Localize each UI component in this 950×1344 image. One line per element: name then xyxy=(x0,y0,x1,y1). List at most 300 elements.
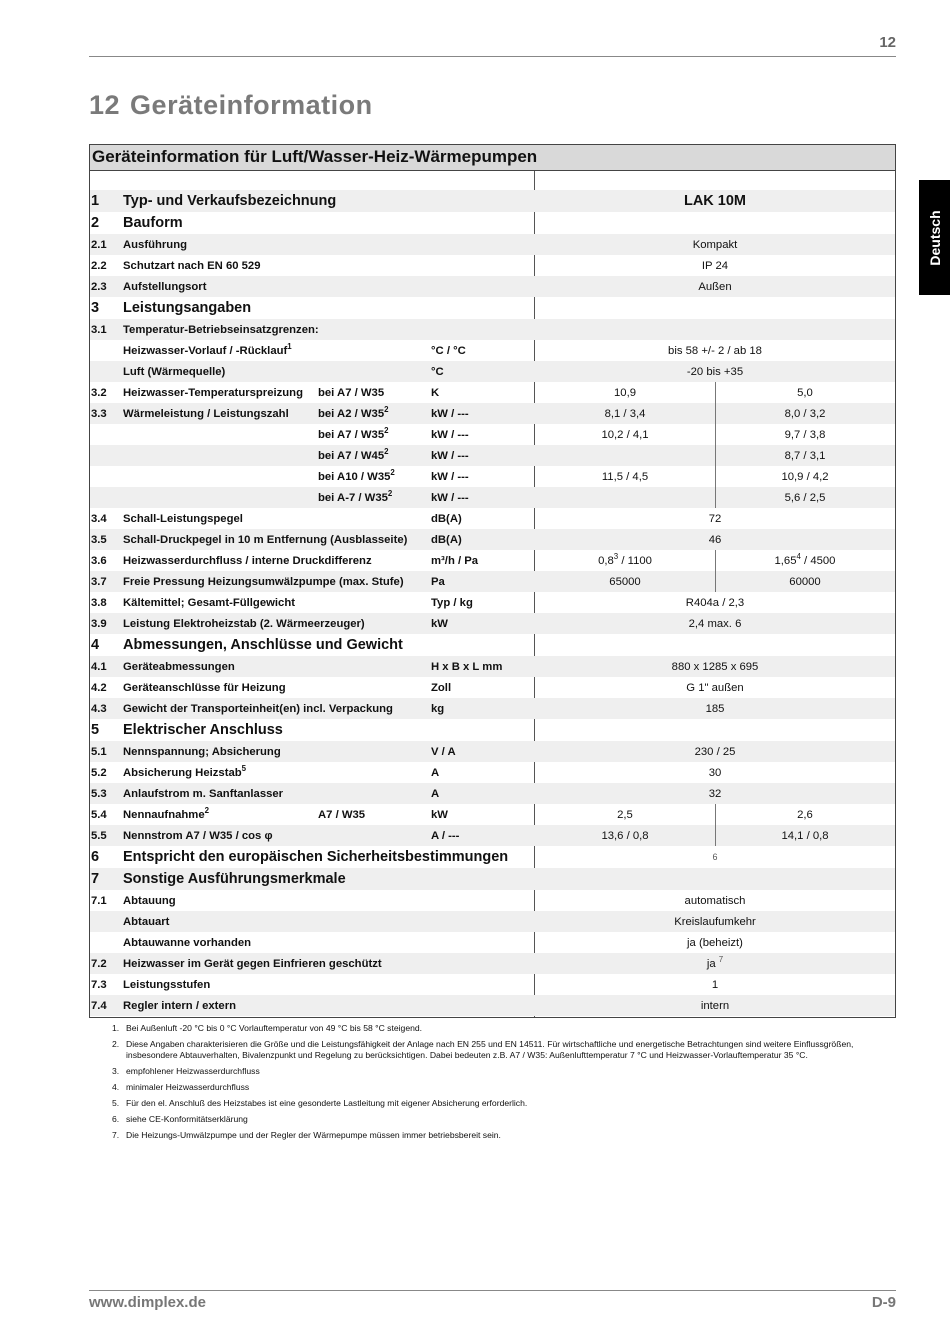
row-label-text: Elektrischer Anschluss xyxy=(123,722,283,738)
row-value-variant-1-text: 10,9 xyxy=(614,386,636,399)
table-row xyxy=(90,911,895,932)
table-row xyxy=(90,424,895,445)
row-value-variant-2 xyxy=(715,471,895,483)
table-row xyxy=(90,255,895,276)
row-label xyxy=(123,849,508,865)
row-value-variant-1 xyxy=(535,387,715,399)
row-value-text: Kompakt xyxy=(692,238,738,251)
table-row xyxy=(90,741,895,762)
row-label-text: Heizwasserdurchfluss / interne Druckdifferenz xyxy=(123,554,372,567)
section-row xyxy=(90,868,895,890)
row-unit: °C xyxy=(431,365,444,378)
table-row xyxy=(90,783,895,804)
row-value-variant-2 xyxy=(715,576,895,588)
row-label xyxy=(123,703,393,715)
row-value xyxy=(535,1000,895,1012)
row-condition-text: bei A-7 / W35 xyxy=(318,491,388,504)
row-number: 2.3 xyxy=(91,280,107,293)
table-row xyxy=(90,340,895,361)
table-row xyxy=(90,466,895,487)
footnote-text: Die Heizungs-Umwälzpumpe und der Regler der Wärmepumpe müssen immer betriebsbereit sein. xyxy=(126,1129,501,1140)
row-label-text: Leistungsangaben xyxy=(123,300,252,316)
footnote-text: Bei Außenluft -20 °C bis 0 °C Vorlauftemperatur von 49 °C bis 58 °C steigend. xyxy=(126,1023,423,1033)
row-label-text: Geräteabmessungen xyxy=(123,660,235,673)
row-label-text: Typ- und Verkaufsbezeichnung xyxy=(123,193,337,209)
section-row xyxy=(90,297,895,319)
table-row xyxy=(90,974,895,995)
row-label xyxy=(123,830,273,842)
row-value xyxy=(535,661,895,673)
row-number: 5.1 xyxy=(91,745,107,758)
row-label xyxy=(123,637,403,653)
row-label xyxy=(123,534,407,546)
row-value-variant-1 xyxy=(535,551,715,567)
row-unit: A / --- xyxy=(431,829,460,842)
row-unit: °C / °C xyxy=(431,344,466,357)
footnote-text: siehe CE-Konformitätserklärung xyxy=(126,1113,248,1124)
row-number: 3.3 xyxy=(91,407,107,420)
row-value-variant-2-text: 2,6 xyxy=(797,808,813,821)
section-row xyxy=(90,212,895,234)
footnote xyxy=(112,1082,882,1093)
table-row xyxy=(90,677,895,698)
table-row xyxy=(90,508,895,529)
row-value xyxy=(535,682,895,694)
row-unit: kW / --- xyxy=(431,449,469,462)
row-number: 7.1 xyxy=(91,894,107,907)
row-value-text: 185 xyxy=(705,702,725,715)
superscript-ref: 3 xyxy=(613,551,619,561)
section-row xyxy=(90,719,895,741)
row-value xyxy=(535,345,895,357)
row-label-text: Gewicht der Transporteinheit(en) incl. Verpackung xyxy=(123,702,393,715)
row-value-variant-2-text: 1,65 xyxy=(774,554,797,567)
row-number: 3.2 xyxy=(91,386,107,399)
section-row xyxy=(90,846,895,868)
row-unit: A xyxy=(431,787,440,800)
section-row xyxy=(90,634,895,656)
device-info-table xyxy=(89,144,896,1018)
row-label xyxy=(123,895,176,907)
row-label-text: Abmessungen, Anschlüsse und Gewicht xyxy=(123,637,403,653)
row-label xyxy=(123,215,183,231)
row-number: 4.2 xyxy=(91,681,107,694)
row-number: 5.4 xyxy=(91,808,107,821)
row-value xyxy=(535,916,895,928)
row-label xyxy=(123,788,283,800)
row-value xyxy=(535,534,895,546)
row-number: 7.3 xyxy=(91,978,107,991)
row-number: 3.6 xyxy=(91,554,107,567)
row-condition-text: A7 / W35 xyxy=(318,808,366,821)
superscript-ref: 2 xyxy=(384,425,389,435)
table-row xyxy=(90,762,895,783)
superscript-ref: 2 xyxy=(384,404,389,414)
row-label-text: Bauform xyxy=(123,215,183,231)
row-number: 5.3 xyxy=(91,787,107,800)
row-unit: A xyxy=(431,766,440,779)
row-value-variant-1-text: 0,8 xyxy=(598,554,614,567)
row-number: 4 xyxy=(91,637,100,653)
row-value-text: 32 xyxy=(708,787,722,800)
row-number: 3 xyxy=(91,300,100,316)
row-value-text: 880 x 1285 x 695 xyxy=(671,660,759,673)
footnote xyxy=(112,1039,882,1060)
row-value-variant-2-text: 8,7 / 3,1 xyxy=(784,449,826,462)
row-unit: kW / --- xyxy=(431,491,469,504)
row-value xyxy=(535,852,895,862)
table-row xyxy=(90,953,895,974)
row-value-text: 230 / 25 xyxy=(694,745,736,758)
row-condition-text: bei A7 / W35 xyxy=(318,386,385,399)
row-label xyxy=(123,805,210,821)
footnote xyxy=(112,1098,882,1109)
row-value xyxy=(535,788,895,800)
row-label-text: Abtauwanne vorhanden xyxy=(123,936,252,949)
row-value xyxy=(535,366,895,378)
row-value-variant-1 xyxy=(535,471,715,483)
footnote-number: 2. xyxy=(112,1039,120,1049)
row-condition-text: bei A10 / W35 xyxy=(318,470,391,483)
row-unit: kW xyxy=(431,808,448,821)
table-row xyxy=(90,319,895,340)
row-value-text: 46 xyxy=(708,533,722,546)
row-value xyxy=(535,618,895,630)
row-value-variant-2-text: 5,6 / 2,5 xyxy=(784,491,826,504)
row-value-variant-1-tail: / 1100 xyxy=(618,554,652,567)
top-rule xyxy=(89,56,896,57)
row-number: 3.1 xyxy=(91,323,107,336)
row-unit: dB(A) xyxy=(431,512,462,525)
row-unit: V / A xyxy=(431,745,456,758)
footnote-text: Für den el. Anschluß des Heizstabes ist eine gesonderte Lastleitung mit eigener Absicherung erforderlich. xyxy=(126,1097,528,1108)
table-row xyxy=(90,550,895,571)
row-label-text: Absicherung Heizstab xyxy=(123,766,242,779)
table-row xyxy=(90,932,895,953)
table-row xyxy=(90,382,895,403)
superscript-ref: 2 xyxy=(387,488,393,498)
row-label-text: Heizwasser-Vorlauf / -Rücklauf xyxy=(123,344,288,357)
footnote-number: 1. xyxy=(112,1023,120,1033)
row-label xyxy=(123,1000,236,1012)
row-label xyxy=(123,324,319,336)
row-label xyxy=(123,366,225,378)
row-unit: dB(A) xyxy=(431,533,462,546)
language-tab xyxy=(919,180,950,295)
footnote xyxy=(112,1114,882,1125)
table-row xyxy=(90,276,895,297)
row-value-text: intern xyxy=(700,999,730,1012)
language-tab-label: Deutsch xyxy=(926,209,943,266)
row-label-text: Ausführung xyxy=(123,238,188,251)
row-number: 5.5 xyxy=(91,829,107,842)
row-number: 7 xyxy=(91,871,100,887)
table-row xyxy=(90,487,895,508)
page-number: 12 xyxy=(879,34,896,51)
row-value-text: automatisch xyxy=(684,894,746,907)
row-value-variant-1 xyxy=(535,576,715,588)
row-number: 1 xyxy=(91,193,100,209)
footnote-number: 5. xyxy=(112,1097,120,1108)
table-row xyxy=(90,234,895,255)
row-value-variant-1-text: 10,2 / 4,1 xyxy=(601,428,649,441)
row-value-text: -20 bis +35 xyxy=(686,365,744,378)
table-row xyxy=(90,995,895,1016)
row-value xyxy=(535,597,895,609)
superscript-ref: 5 xyxy=(241,763,247,773)
superscript-ref: 7 xyxy=(718,954,724,964)
row-label-text: Heizwasser-Temperaturspreizung xyxy=(123,386,303,399)
row-label xyxy=(123,871,346,887)
row-number: 7.2 xyxy=(91,957,107,970)
row-label-text: Aufstellungsort xyxy=(123,280,207,293)
row-label-text: Leistungsstufen xyxy=(123,978,211,991)
row-value-variant-2-tail: / 4500 xyxy=(800,554,836,567)
table-row xyxy=(90,592,895,613)
row-value-variant-1 xyxy=(535,429,715,441)
superscript-ref: 1 xyxy=(287,341,292,351)
table-row xyxy=(90,403,895,424)
row-value-text: LAK 10M xyxy=(683,193,747,209)
row-label-text: Entspricht den europäischen Sicherheitsbestimmungen xyxy=(123,849,509,865)
row-unit: kW / --- xyxy=(431,470,469,483)
row-number: 2 xyxy=(91,215,100,231)
row-value-variant-2 xyxy=(715,809,895,821)
row-label xyxy=(123,722,283,738)
row-value-variant-2-text: 14,1 / 0,8 xyxy=(781,829,829,842)
table-row xyxy=(90,804,895,825)
row-value-variant-2-text: 60000 xyxy=(789,575,821,588)
row-condition xyxy=(318,404,389,420)
table-title: Geräteinformation für Luft/Wasser-Heiz-Wärmepumpen xyxy=(90,145,895,171)
superscript-ref: 2 xyxy=(204,805,210,815)
footer-website: www.dimplex.de xyxy=(89,1294,206,1311)
row-unit: kW xyxy=(431,617,448,630)
row-value-variant-2 xyxy=(715,408,895,420)
footnote-text: empfohlener Heizwasserdurchfluss xyxy=(126,1065,260,1076)
row-unit: Typ / kg xyxy=(431,596,473,609)
row-label xyxy=(123,763,247,779)
row-label xyxy=(123,916,169,928)
row-value-variant-1-text: 8,1 / 3,4 xyxy=(604,407,646,420)
row-number: 2.2 xyxy=(91,259,107,272)
row-label xyxy=(123,937,251,949)
superscript-ref: 2 xyxy=(384,446,389,456)
row-value-text: 2,4 max. 6 xyxy=(688,617,742,630)
row-label-text: Geräteanschlüsse für Heizung xyxy=(123,681,286,694)
table-rows xyxy=(90,190,895,1016)
row-label xyxy=(123,260,261,272)
row-label-text: Nennstrom A7 / W35 / cos φ xyxy=(123,829,273,842)
row-value xyxy=(535,767,895,779)
row-unit: m³/h / Pa xyxy=(431,554,479,567)
row-condition xyxy=(318,488,393,504)
row-number: 3.4 xyxy=(91,512,107,525)
table-row xyxy=(90,571,895,592)
row-label xyxy=(123,555,372,567)
row-label xyxy=(123,682,286,694)
row-unit: kW / --- xyxy=(431,407,469,420)
row-value xyxy=(535,937,895,949)
row-number: 4.1 xyxy=(91,660,107,673)
chapter-heading xyxy=(89,90,373,121)
row-value-variant-2 xyxy=(715,450,895,462)
row-number: 3.5 xyxy=(91,533,107,546)
row-value xyxy=(535,979,895,991)
row-condition-text: bei A7 / W35 xyxy=(318,428,385,441)
row-label-text: Regler intern / extern xyxy=(123,999,237,1012)
row-number: 2.1 xyxy=(91,238,107,251)
row-condition xyxy=(318,809,365,821)
row-value-text: 72 xyxy=(708,512,722,525)
row-value-text: ja (beheizt) xyxy=(687,936,743,949)
row-value-text: Außen xyxy=(698,280,732,293)
row-value-variant-2 xyxy=(715,492,895,504)
row-value xyxy=(535,193,895,209)
row-condition xyxy=(318,467,395,483)
row-value xyxy=(535,954,895,970)
table-row xyxy=(90,445,895,466)
row-label-text: Kältemittel; Gesamt-Füllgewicht xyxy=(123,596,295,609)
row-number: 5 xyxy=(91,722,100,738)
row-unit: kg xyxy=(431,702,445,715)
row-unit: H x B x L mm xyxy=(431,660,503,673)
row-number: 3.8 xyxy=(91,596,107,609)
row-label-text: Leistung Elektroheizstab (2. Wärmeerzeuger) xyxy=(123,617,365,630)
section-row xyxy=(90,190,895,212)
row-label xyxy=(123,979,210,991)
row-value xyxy=(535,746,895,758)
footnote-number: 4. xyxy=(112,1081,120,1092)
chapter-number: 12 xyxy=(89,90,121,120)
row-label-text: Anlaufstrom m. Sanftanlasser xyxy=(123,787,284,800)
row-value-variant-1-text: 65000 xyxy=(609,575,641,588)
row-number: 5.2 xyxy=(91,766,107,779)
chapter-title: Geräteinformation xyxy=(130,90,373,120)
row-label-text: Sonstige Ausführungsmerkmale xyxy=(123,871,346,887)
table-row xyxy=(90,656,895,677)
row-label-text: Wärmeleistung / Leistungszahl xyxy=(123,407,289,420)
footnote xyxy=(112,1066,882,1077)
footnote-number: 6. xyxy=(112,1113,120,1124)
table-row xyxy=(90,698,895,719)
row-value xyxy=(535,260,895,272)
row-value-variant-2 xyxy=(715,429,895,441)
row-value-variant-2 xyxy=(715,387,895,399)
row-value-text: 30 xyxy=(708,766,722,779)
row-label xyxy=(123,408,289,420)
row-label-text: Freie Pressung Heizungsumwälzpumpe (max. Stufe) xyxy=(123,575,404,588)
row-label xyxy=(123,281,206,293)
row-label-text: Schall-Druckpegel in 10 m Entfernung (Ausblasseite) xyxy=(123,533,408,546)
row-value-text: IP 24 xyxy=(701,259,729,272)
row-label-text: Abtauart xyxy=(123,915,170,928)
row-condition xyxy=(318,387,384,399)
row-label-text: Luft (Wärmequelle) xyxy=(123,365,226,378)
row-number: 7.4 xyxy=(91,999,107,1012)
row-label xyxy=(123,576,404,588)
row-value-variant-1-text: 13,6 / 0,8 xyxy=(601,829,649,842)
row-value-text: 1 xyxy=(711,978,719,991)
row-label-text: Nennspannung; Absicherung xyxy=(123,745,281,758)
row-value-variant-1 xyxy=(535,408,715,420)
row-condition-text: bei A7 / W45 xyxy=(318,449,385,462)
table-row xyxy=(90,613,895,634)
row-label-text: Schutzart nach EN 60 529 xyxy=(123,259,261,272)
row-unit: Zoll xyxy=(431,681,452,694)
table-row xyxy=(90,825,895,846)
row-condition xyxy=(318,425,389,441)
row-label xyxy=(123,193,336,209)
footnote-text: Diese Angaben charakterisieren die Größe und die Leistungsfähigkeit der Anlage nach EN 255 und EN 14511. Für wirtschaftliche und energetische Betrachtungen sind weitere Einflussgrößen, insbesondere Abtauverhalten, Bivalenzpunkt und Regelung zu berücksichtigen. Dabei bedeuten z.B. A7 / W35: Außenlufttemperatur 7 °C und Heizwasser-Vorlauftemperatur 35 °C. xyxy=(126,1039,854,1060)
row-label xyxy=(123,618,365,630)
row-label xyxy=(123,661,235,673)
row-label xyxy=(123,513,243,525)
table-row xyxy=(90,361,895,382)
row-label xyxy=(123,387,303,399)
row-number: 3.9 xyxy=(91,617,107,630)
row-value-variant-1-text: 11,5 / 4,5 xyxy=(601,470,649,483)
row-label-text: Heizwasser im Gerät gegen Einfrieren geschützt xyxy=(123,957,382,970)
footnotes xyxy=(112,1023,882,1146)
row-unit: Pa xyxy=(431,575,445,588)
row-value xyxy=(535,703,895,715)
row-unit: K xyxy=(431,386,440,399)
footnote xyxy=(112,1023,882,1034)
row-label xyxy=(123,300,251,316)
superscript-ref: 2 xyxy=(390,467,395,477)
row-value-variant-2-text: 10,9 / 4,2 xyxy=(781,470,829,483)
row-value-text: ja xyxy=(706,957,716,970)
row-label xyxy=(123,746,281,758)
row-label xyxy=(123,341,292,357)
row-value-variant-2-text: 9,7 / 3,8 xyxy=(784,428,826,441)
row-value-variant-1 xyxy=(535,830,715,842)
row-value-text: 6 xyxy=(712,852,718,862)
row-label xyxy=(123,239,187,251)
row-label xyxy=(123,958,382,970)
row-value-variant-1 xyxy=(535,809,715,821)
row-number: 3.7 xyxy=(91,575,107,588)
footnote-number: 7. xyxy=(112,1129,120,1140)
row-condition xyxy=(318,446,389,462)
row-value-variant-2 xyxy=(715,551,895,567)
row-value xyxy=(535,239,895,251)
row-label-text: Temperatur-Betriebseinsatzgrenzen: xyxy=(123,323,319,336)
row-value-text: G 1" außen xyxy=(686,681,744,694)
superscript-ref: 4 xyxy=(796,551,801,561)
bottom-rule xyxy=(89,1290,896,1291)
footer-page-label: D-9 xyxy=(871,1294,896,1311)
row-number: 4.3 xyxy=(91,702,107,715)
footnote xyxy=(112,1130,882,1141)
row-value-text: R404a / 2,3 xyxy=(685,596,745,609)
row-value-variant-1-text: 2,5 xyxy=(617,808,633,821)
row-value-variant-2-text: 5,0 xyxy=(797,386,813,399)
row-value-variant-2 xyxy=(715,830,895,842)
row-value-text: Kreislaufumkehr xyxy=(674,915,756,928)
row-condition-text: bei A2 / W35 xyxy=(318,407,385,420)
footnote-text: minimaler Heizwasserdurchfluss xyxy=(126,1081,250,1092)
row-label xyxy=(123,597,295,609)
table-row xyxy=(90,890,895,911)
row-label-text: Abtauung xyxy=(123,894,176,907)
footnote-number: 3. xyxy=(112,1065,120,1076)
row-label-text: Nennaufnahme xyxy=(123,808,205,821)
row-value xyxy=(535,895,895,907)
table-row xyxy=(90,529,895,550)
row-label-text: Schall-Leistungspegel xyxy=(123,512,243,525)
